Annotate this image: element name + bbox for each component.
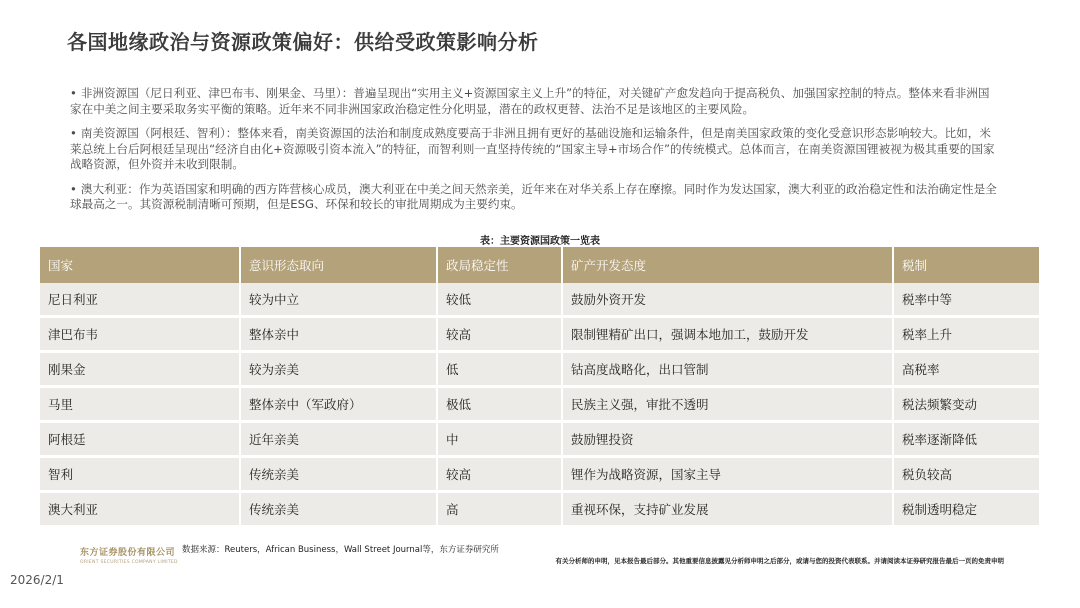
cell-country: 津巴布韦: [40, 317, 240, 352]
cell-stability: 低: [437, 352, 562, 387]
cell-mining-attitude: 民族主义强，审批不透明: [562, 387, 893, 422]
cell-mining-attitude: 限制锂精矿出口，强调本地加工，鼓励开发: [562, 317, 893, 352]
cell-tax: 税率上升: [893, 317, 1040, 352]
header-stability: 政局稳定性: [437, 247, 562, 283]
cell-ideology: 整体亲中（军政府）: [240, 387, 437, 422]
cell-mining-attitude: 锂作为战略资源，国家主导: [562, 457, 893, 492]
cell-ideology: 近年亲美: [240, 422, 437, 457]
cell-country: 刚果金: [40, 352, 240, 387]
cell-country: 阿根廷: [40, 422, 240, 457]
cell-ideology: 较为亲美: [240, 352, 437, 387]
cell-country: 澳大利亚: [40, 492, 240, 527]
table-header-row: [40, 247, 1040, 283]
data-source-note: 数据来源：Reuters，African Business，Wall Street Journal等，东方证券研究所: [182, 545, 499, 555]
header-mining-attitude: 矿产开发态度: [562, 247, 893, 283]
cell-stability: 极低: [437, 387, 562, 422]
cell-stability: 较高: [437, 317, 562, 352]
cell-ideology: 传统亲美: [240, 457, 437, 492]
cell-ideology: 传统亲美: [240, 492, 437, 527]
bullet-text: 澳大利亚：作为英语国家和明确的西方阵营核心成员，澳大利亚在中美之间天然亲美，近年来在对华关系上存在摩擦。同时作为发达国家，澳大利亚的政治稳定性和法治确定性是全球最高之一。其资源税制清晰可预期，但是ESG、环保和较长的审批周期成为主要约束。: [70, 181, 997, 211]
cell-country: 尼日利亚: [40, 283, 240, 317]
cell-tax: 税负较高: [893, 457, 1040, 492]
cell-stability: 较低: [437, 283, 562, 317]
cell-tax: 税率逐渐降低: [893, 422, 1040, 457]
cell-stability: 中: [437, 422, 562, 457]
cell-tax: 税率中等: [893, 283, 1040, 317]
bullet-list: [70, 86, 1000, 222]
cell-tax: 高税率: [893, 352, 1040, 387]
bullet-australia: [70, 182, 1000, 213]
cell-mining-attitude: 鼓励锂投资: [562, 422, 893, 457]
bullet-text: 南美资源国（阿根廷、智利）：整体来看，南美资源国的法治和制度成熟度要高于非洲且拥有更好的基础设施和运输条件，但是南美国家政策的变化受意识形态影响较大。比如，米莱总统上台后阿根廷呈现出“经济自由化+资源吸引资本流入”的特征，而智利则一直坚持传统的“国家主导+市场合作”的传统模式。总体而言，在南美资源国锂被视为极其重要的国家战略资源，但外资并未收到限制。: [70, 126, 995, 171]
logo-name: 东方证券股份有限公司: [80, 548, 176, 558]
cell-ideology: 较为中立: [240, 283, 437, 317]
bullet-dot: •: [70, 126, 77, 140]
date-stamp: 2026/2/1: [10, 573, 64, 587]
bullet-south-america: [70, 126, 1000, 173]
cell-country: 马里: [40, 387, 240, 422]
policy-table: [40, 247, 1041, 528]
cell-mining-attitude: 重视环保，支持矿业发展: [562, 492, 893, 527]
company-logo: [80, 545, 180, 565]
cell-country: 智利: [40, 457, 240, 492]
table-row: [40, 352, 1040, 387]
cell-stability: 较高: [437, 457, 562, 492]
bullet-africa: [70, 86, 1000, 117]
table-row: [40, 317, 1040, 352]
table-row: [40, 283, 1040, 317]
disclaimer-note: 有关分析师的申明，见本报告最后部分。其他重要信息披露见分析师申明之后部分，或请与您的投资代表联系。并请阅读本证券研究报告最后一页的免责申明: [555, 557, 1004, 565]
table-row: [40, 422, 1040, 457]
cell-ideology: 整体亲中: [240, 317, 437, 352]
table-row: [40, 492, 1040, 527]
page-title: 各国地缘政治与资源政策偏好：供给受政策影响分析: [67, 30, 539, 54]
cell-stability: 高: [437, 492, 562, 527]
table-caption: 表：主要资源国政策一览表: [480, 236, 600, 247]
cell-mining-attitude: 鼓励外资开发: [562, 283, 893, 317]
cell-tax: 税法频繁变动: [893, 387, 1040, 422]
bullet-dot: •: [70, 181, 77, 196]
header-ideology: 意识形态取向: [240, 247, 437, 283]
logo-english-name: ORIENT SECURITIES COMPANY LIMITED: [80, 560, 178, 565]
bullet-text: 非洲资源国（尼日利亚、津巴布韦、刚果金、马里）：普遍呈现出“实用主义+资源国家主义上升”的特征，对关键矿产愈发趋向于提高税负、加强国家控制的特点。整体来看非洲国家在中美之间主要采取务实平衡的策略。近年来不同非洲国家政治稳定性分化明显，潜在的政权更替、法治不足是该地区的主要风险。: [70, 86, 990, 116]
table-row: [40, 457, 1040, 492]
header-tax: 税制: [893, 247, 1040, 283]
cell-tax: 税制透明稳定: [893, 492, 1040, 527]
cell-mining-attitude: 钴高度战略化，出口管制: [562, 352, 893, 387]
bullet-dot: •: [70, 86, 77, 100]
header-country: 国家: [40, 247, 240, 283]
table-row: [40, 387, 1040, 422]
